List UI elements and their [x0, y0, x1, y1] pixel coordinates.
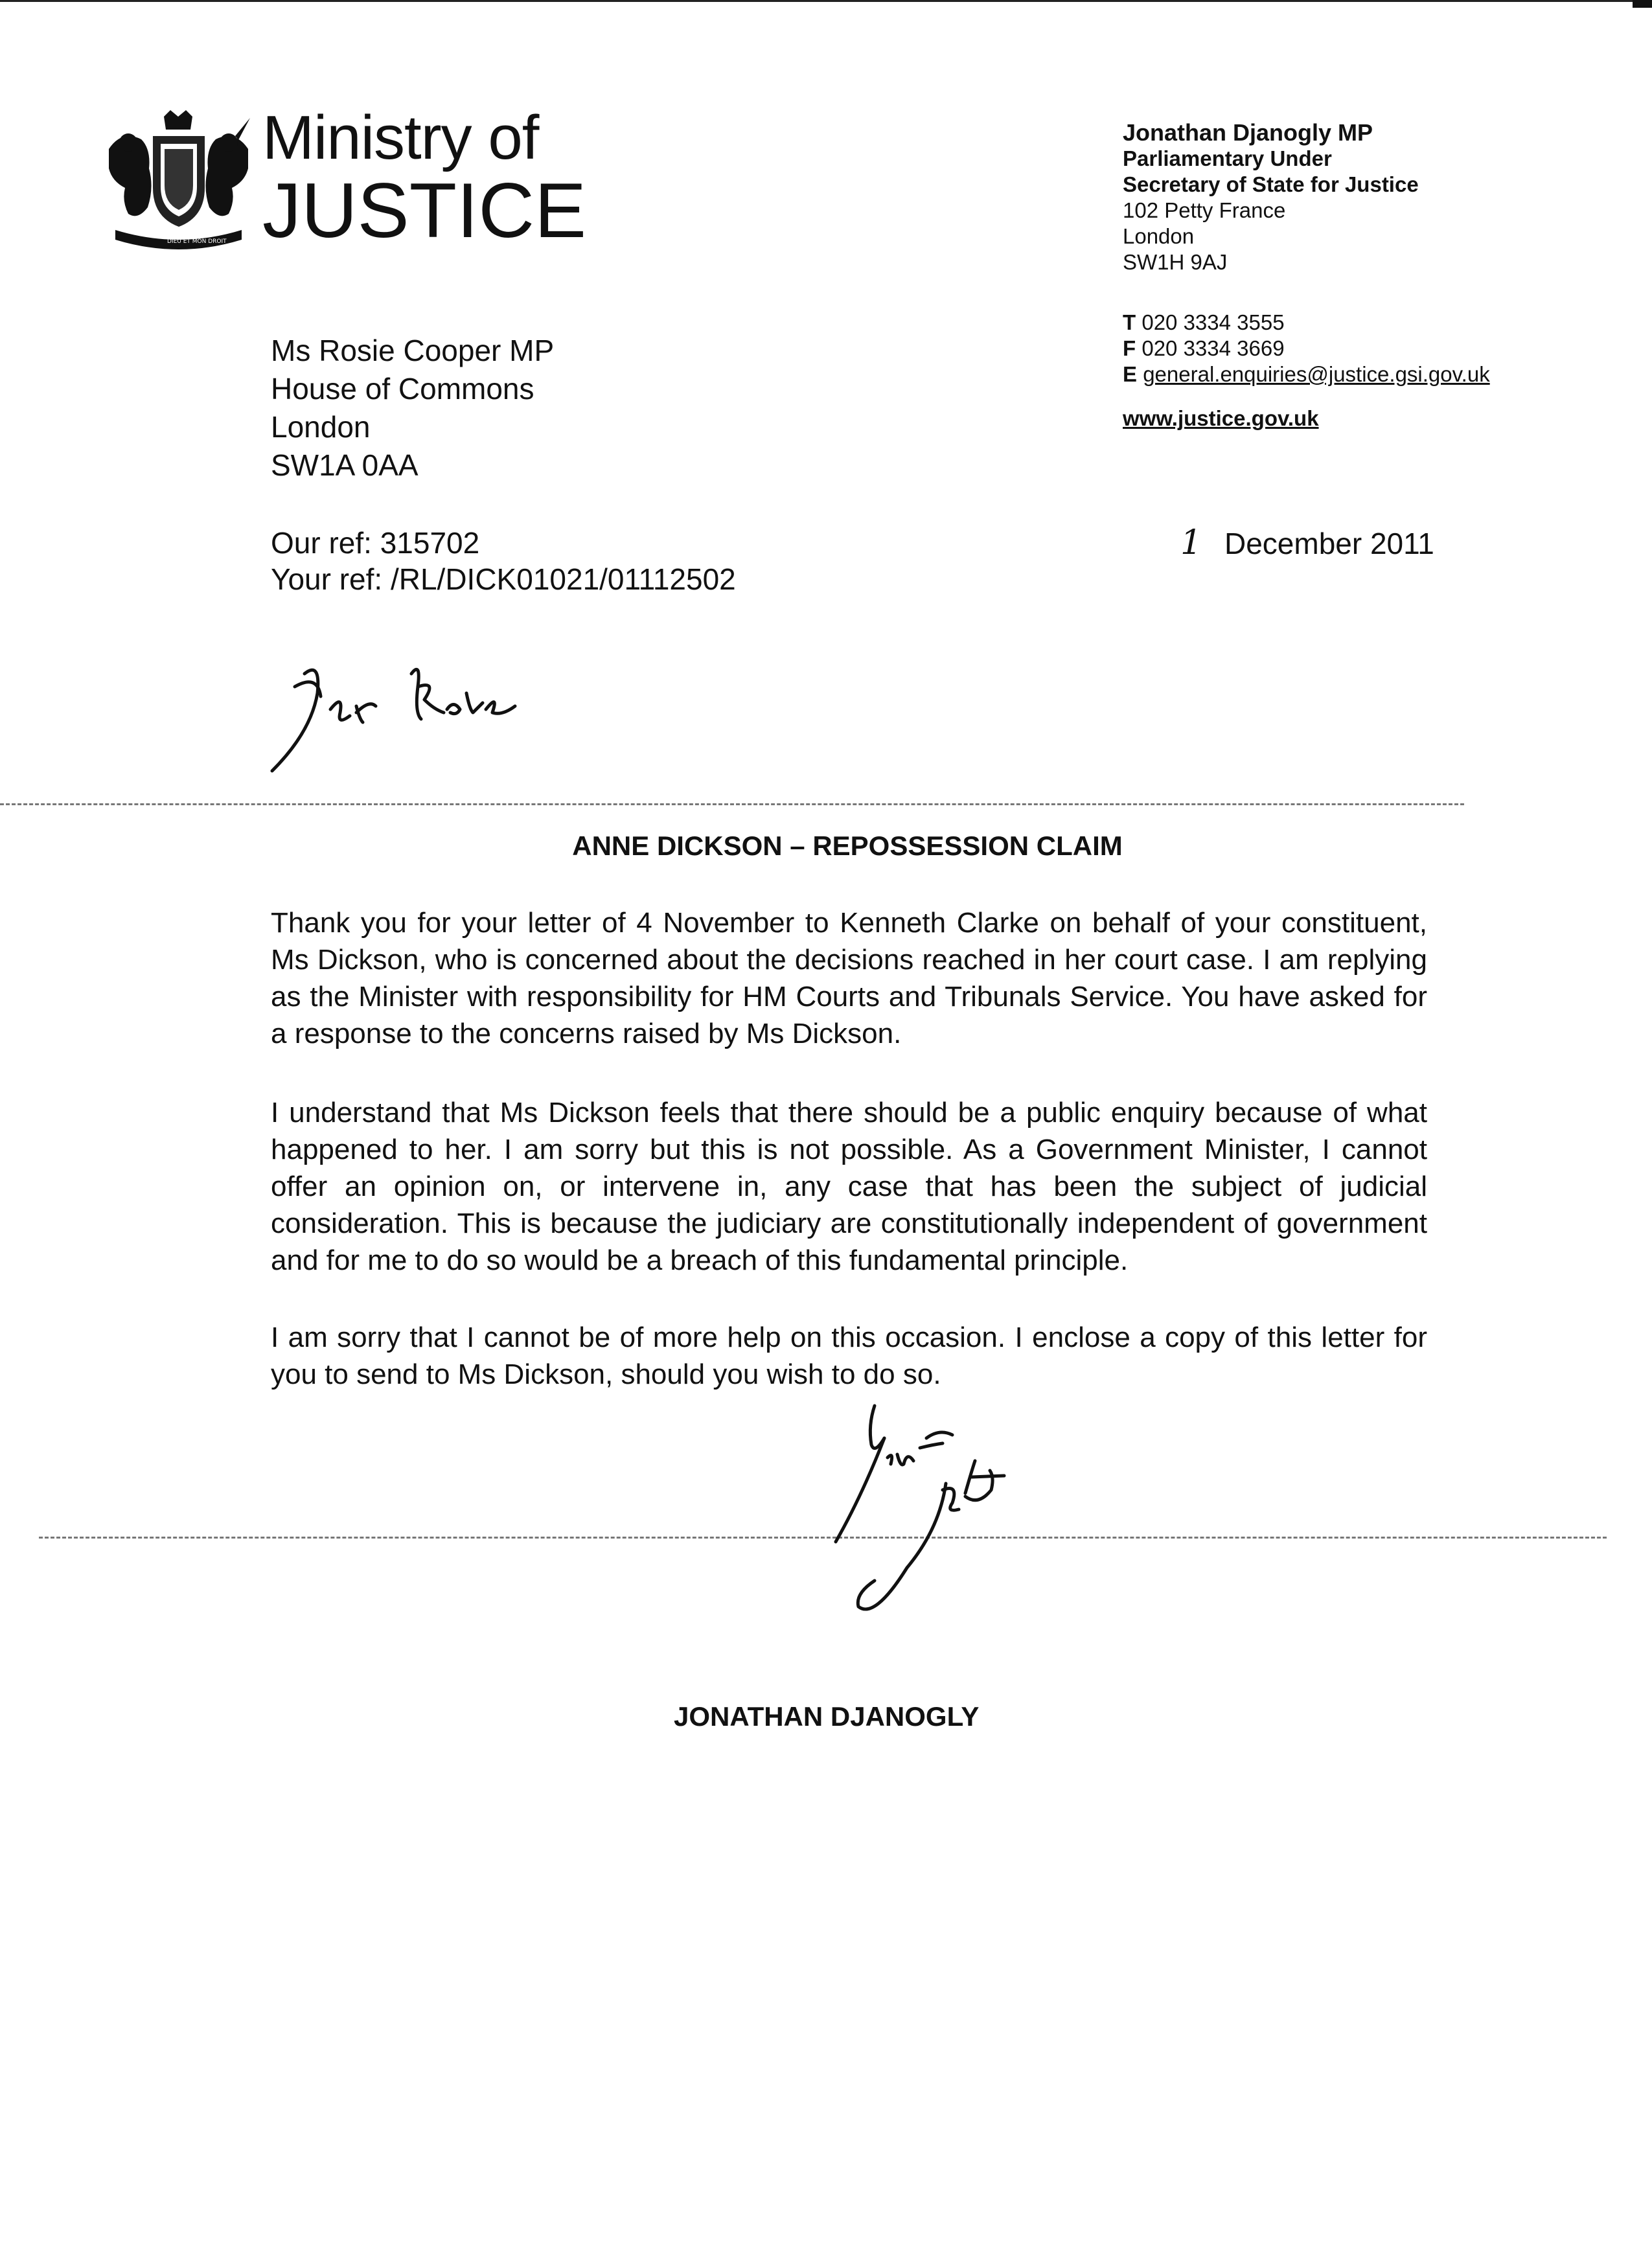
logo-line-2: JUSTICE: [262, 167, 587, 254]
ministry-logo: [262, 103, 587, 254]
fax-label: F: [1123, 336, 1136, 360]
body-paragraph-2: I understand that Ms Dickson feels that there should be a public enquiry because of what happened to her. I am sorry but this is not possible. As a Government Minister, I cannot offer an opinion on, or intervene in, any case that has been the subject of judicial consideration. This is because the judiciary are constitutionally independent of government and for me to do so would be a breach of this fundamental principle.: [271, 1097, 1427, 1276]
sender-role-line-2: Secretary of State for Justice: [1123, 172, 1419, 196]
sender-role-line-1: Parliamentary Under: [1123, 146, 1332, 170]
phone-value: 020 3334 3555: [1141, 310, 1285, 334]
fold-line-top: [0, 803, 1464, 805]
royal-crest-icon: [102, 110, 255, 253]
recipient-address: [271, 332, 554, 485]
recipient-line-2: House of Commons: [271, 372, 534, 406]
handwritten-day: 1: [1180, 523, 1202, 562]
your-ref: Your ref: /RL/DICK01021/01112502: [271, 562, 736, 596]
scan-edge: [0, 0, 1652, 2]
body-paragraph-1: Thank you for your letter of 4 November to Kenneth Clarke on behalf of your constituent, Ms Dickson, who is concerned about the decisions reached in her court case. I am replying as the Minister with responsibility for HM Courts and Tribunals Service. You have asked for a response to the concerns raised by Ms Dickson.: [271, 907, 1427, 1049]
scan-corner-mark: [1633, 0, 1652, 8]
our-ref: Our ref: 315702: [271, 526, 480, 560]
sender-block: [1123, 120, 1419, 275]
email-label: E: [1123, 362, 1138, 386]
logo-line-1: Ministry of: [262, 103, 539, 172]
sender-address-line-3: SW1H 9AJ: [1123, 250, 1228, 274]
body-paragraph-3: I am sorry that I cannot be of more help on this occasion. I enclose a copy of this letter for you to send to Ms Dickson, should you wish to do so.: [271, 1322, 1427, 1390]
recipient-line-1: Ms Rosie Cooper MP: [271, 334, 555, 367]
phone-line: [1123, 310, 1490, 336]
svg-text:DIEU ET MON DROIT: DIEU ET MON DROIT: [167, 238, 227, 245]
signatory-name: JONATHAN DJANOGLY: [674, 1701, 980, 1732]
fax-value: 020 3334 3669: [1141, 336, 1285, 360]
fax-line: [1123, 336, 1490, 361]
sender-name: Jonathan Djanogly MP: [1123, 119, 1373, 146]
reference-block: [271, 525, 736, 597]
recipient-line-4: SW1A 0AA: [271, 448, 419, 482]
recipient-line-3: London: [271, 410, 371, 444]
letter-date: December 2011: [1224, 527, 1434, 560]
email-link[interactable]: general.enquiries@justice.gsi.gov.uk: [1143, 362, 1490, 386]
email-line: [1123, 361, 1490, 387]
sender-address-line-2: London: [1123, 224, 1195, 248]
letter-subject: ANNE DICKSON – REPOSSESSION CLAIM: [572, 830, 1123, 861]
handwritten-salutation: [259, 648, 531, 777]
phone-label: T: [1123, 310, 1136, 334]
website-link[interactable]: www.justice.gov.uk: [1123, 406, 1319, 430]
handwritten-signature: [823, 1399, 1095, 1632]
contact-block: [1123, 310, 1490, 387]
sender-address-line-1: 102 Petty France: [1123, 198, 1286, 222]
